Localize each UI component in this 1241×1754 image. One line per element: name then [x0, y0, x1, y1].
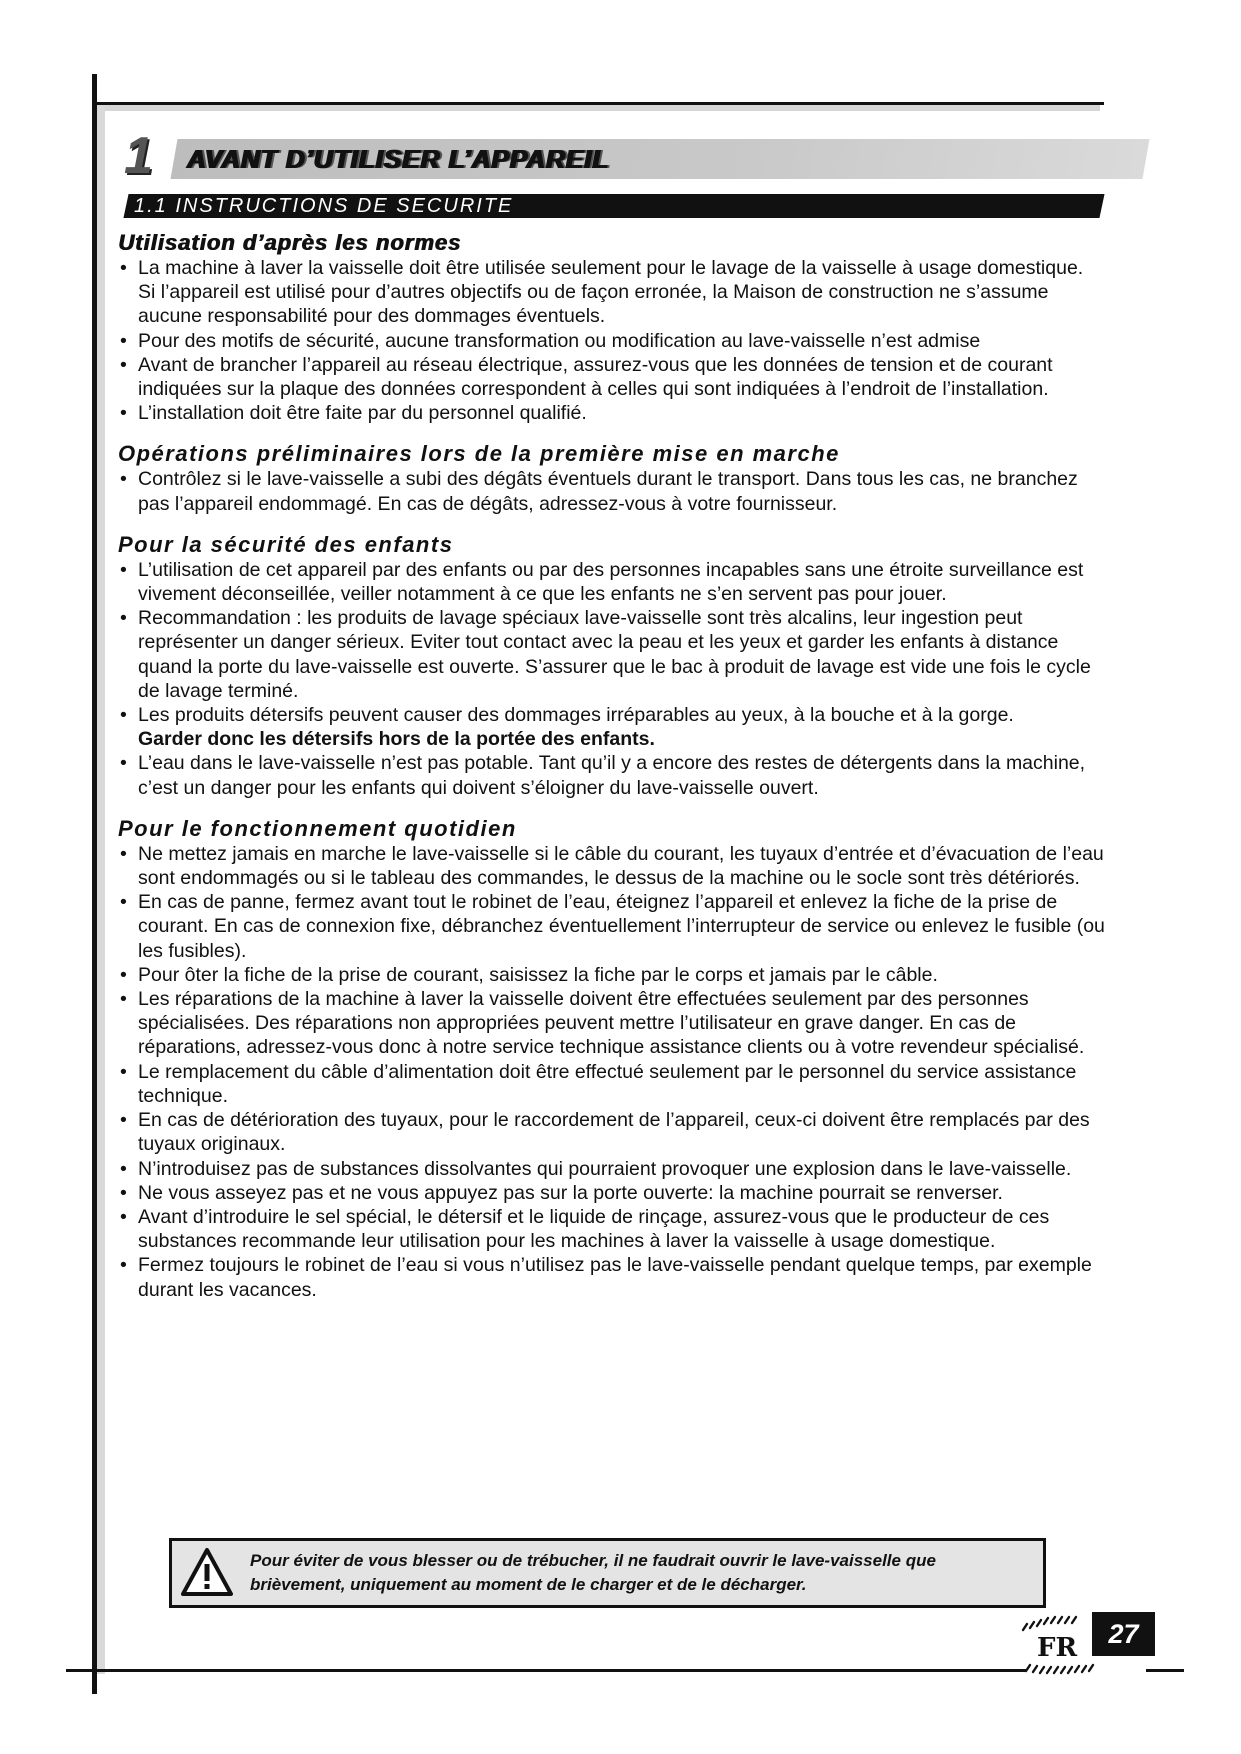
list-item: [118, 353, 1111, 401]
item-text: La machine à laver la vaisselle doit être utilisée seulement pour le lavage de la vaisselle à usage domestique.: [138, 257, 1084, 279]
frame-bottom-rule-right: [1146, 1669, 1184, 1672]
bullet: •: [120, 891, 127, 914]
child-warning-text: Garder donc les détersifs hors de la portée des enfants.: [138, 728, 655, 751]
bullet: •: [120, 842, 127, 865]
bullet: •: [120, 353, 127, 376]
warning-triangle-icon: [180, 1547, 234, 1597]
item-text: N’introduisez pas de substances dissolvantes qui pourraient provoquer une explosion dans le lave-vaisselle.: [138, 1157, 1072, 1180]
item-text: En cas de panne, fermez avant tout le robinet de l’eau, éteignez l’appareil et enlevez la fiche de la prise de courant. En cas de connexion fixe, débranchez éventuellement l’interrupteur de service ou enlevez le fusible (ou les fusibles).: [138, 891, 1105, 962]
item-text: L’eau dans le lave-vaisselle n’est pas potable. Tant qu’il y a encore des restes de détergents dans la machine, c’est un danger pour les enfants qui doivent s’éloigner du lave-vaisselle ouvert.: [138, 752, 1086, 799]
item-text: Ne mettez jamais en marche le lave-vaisselle si le câble du courant, les tuyaux d’entrée et d’évacuation de l’eau sont endommagés ou si le tableau des commandes, le dessus de la machine ou le socle sont très détériorés.: [138, 842, 1104, 890]
item-text: En cas de détérioration des tuyaux, pour le raccordement de l’appareil, ceux-ci doivent être remplacés par des tuyaux originaux.: [138, 1109, 1090, 1156]
bullet: •: [120, 1060, 127, 1083]
warning-notice: [169, 1538, 1046, 1608]
bullet: •: [120, 1205, 127, 1228]
bullet: •: [120, 558, 127, 581]
bullet: •: [120, 963, 127, 986]
list-item: [118, 963, 1111, 987]
item-text: Avant d’introduire le sel spécial, le détersif et le liquide de rinçage, assurez-vous que le producteur de ces substances recommande leur utilisation pour les machines à laver la vaisselle à usage domestique.: [138, 1205, 1050, 1253]
list-item: [118, 606, 1111, 703]
item-text: Le remplacement du câble d’alimentation doit être effectué seulement par le personnel du service assistance technique.: [138, 1060, 1077, 1107]
list-usage-norms: [118, 256, 1111, 425]
instructions-content: [118, 230, 1111, 1302]
bullet: •: [120, 1181, 127, 1204]
bullet: •: [120, 329, 127, 352]
list-child-safety: [118, 558, 1111, 800]
item-text: Contrôlez si le lave-vaisselle a subi des dégâts éventuels durant le transport. Dans tous les cas, ne branchez pas l’appareil endommagé. En cas de dégâts, adressez-vous à votre fournisseur.: [138, 468, 1078, 515]
list-item: [118, 1205, 1111, 1253]
bullet: •: [120, 752, 127, 775]
chapter-header: [124, 127, 1149, 185]
item-text: Les produits détersifs peuvent causer des dommages irréparables au yeux, à la bouche et à la gorge.: [138, 704, 1014, 727]
bullet: •: [120, 1157, 127, 1180]
bullet: •: [120, 468, 127, 491]
bullet: •: [120, 607, 127, 630]
heading-daily-operation: Pour le fonctionnement quotidien: [118, 815, 517, 841]
list-item: [118, 1253, 1111, 1301]
chapter-number: 1: [124, 127, 153, 185]
bullet: •: [120, 988, 127, 1011]
item-text: L’installation doit être faite par du personnel qualifié.: [138, 402, 587, 425]
heading-first-use: Opérations préliminaires lors de la première mise en marche: [118, 441, 840, 467]
list-item: [118, 987, 1111, 1060]
item-text: Pour des motifs de sécurité, aucune transformation ou modification au lave-vaisselle n’est admise: [138, 329, 981, 352]
bullet: •: [120, 402, 127, 425]
list-item: [118, 1060, 1111, 1108]
item-text: Ne vous asseyez pas et ne vous appuyez pas sur la porte ouverte: la machine pourrait se renverser.: [138, 1181, 1003, 1204]
bullet: •: [120, 1254, 127, 1277]
list-item: [118, 1157, 1111, 1181]
item-text: Si l’appareil est utilisé pour d’autres objectifs ou de façon erronée, la Maison de construction ne s’assume aucune responsabilité pour des dommages éventuels.: [138, 281, 1049, 328]
heading-child-safety: Pour la sécurité des enfants: [118, 531, 454, 557]
list-item: [118, 890, 1111, 963]
item-text: Recommandation : les produits de lavage spéciaux lave-vaisselle sont très alcalins, leur ingestion peut représenter un danger sérieux. Eviter tout contact avec la peau et les yeux et garder les enfants à distance quand la porte du lave-vaisselle est ouverte. S’assurer que le bac à produit de lavage est vide une fois le cycle de lavage terminé.: [138, 607, 1091, 702]
list-first-use: [118, 467, 1111, 515]
frame-top-shadow: [105, 105, 1100, 111]
list-item: [118, 401, 1111, 425]
list-item: [118, 842, 1111, 890]
item-text: Les réparations de la machine à laver la vaisselle doivent être effectuées seulement par des personnes spécialisées. Des réparations non appropriées peuvent mettre l’utilisateur en grave danger. En cas de réparations, adressez-vous donc à notre service technique assistance clients ou à votre revendeur spécialisé.: [138, 988, 1085, 1059]
language-label: FR: [1037, 1633, 1078, 1663]
list-item: [118, 558, 1111, 606]
item-text: Pour ôter la fiche de la prise de courant, saisissez la fiche par le corps et jamais par le câble.: [138, 963, 938, 986]
list-item: [118, 703, 1111, 751]
heading-usage-norms: Utilisation d’après les normes: [118, 230, 461, 255]
bullet: •: [120, 704, 127, 727]
item-text: Avant de brancher l’appareil au réseau électrique, assurez-vous que les données de tension et de courant indiquées sur la plaque des données correspondent à celles qui sont indiquées à l’endroit de l’installation.: [138, 353, 1053, 401]
item-text: L’utilisation de cet appareil par des enfants ou par des personnes incapables sans une étroite surveillance est vivement déconseillée, veiller notamment à ce que les enfants ne s’en servent pas pour jouer.: [138, 558, 1084, 606]
item-text: Fermez toujours le robinet de l’eau si vous n’utilisez pas le lave-vaisselle pendant quelque temps, par exemple durant les vacances.: [138, 1254, 1092, 1301]
section-title: 1.1 INSTRUCTIONS DE SECURITE: [134, 195, 514, 217]
frame-left-shadow: [97, 104, 105, 1674]
chapter-title: AVANT D’UTILISER L’APPAREIL: [186, 144, 609, 174]
list-item: [118, 1108, 1111, 1156]
list-item: [118, 329, 1111, 353]
list-daily-operation: [118, 842, 1111, 1302]
bullet: •: [120, 1109, 127, 1132]
list-item: [118, 1181, 1111, 1205]
bullet: •: [120, 257, 127, 279]
frame-bottom-rule: [66, 1669, 1026, 1672]
page-number: 27: [1092, 1612, 1155, 1656]
list-item: [118, 467, 1111, 515]
list-item: [118, 751, 1111, 799]
list-item: [118, 256, 1111, 329]
warning-notice-text: Pour éviter de vous blesser ou de trébucher, il ne faudrait ouvrir le lave-vaisselle que brièvement, uniquement au moment de le charger et de le décharger.: [250, 1551, 936, 1594]
